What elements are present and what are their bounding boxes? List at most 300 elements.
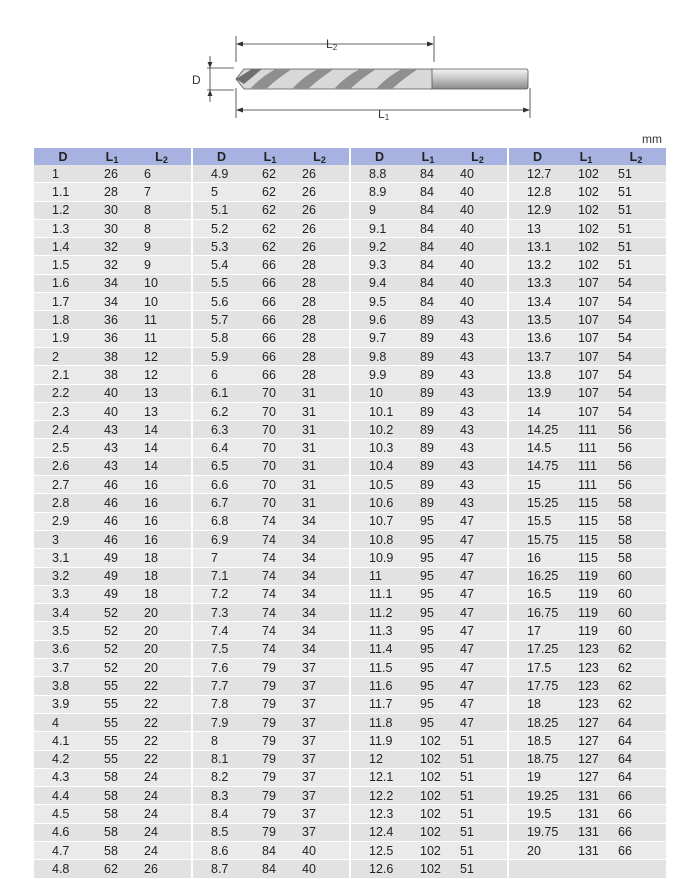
cell-l2: 22 (132, 750, 192, 768)
table-row (34, 604, 666, 622)
cell-l2: 7 (132, 183, 192, 201)
cell-l1: 115 (566, 549, 606, 567)
table-row (34, 201, 666, 219)
cell-l1: 70 (250, 457, 290, 475)
cell-d: 6.4 (192, 439, 250, 457)
header-d: D (192, 148, 250, 165)
cell-d: 9.5 (350, 293, 408, 311)
cell-l1: 127 (566, 750, 606, 768)
cell-l1: 55 (92, 713, 132, 731)
cell-l1: 79 (250, 659, 290, 677)
cell-l2: 18 (132, 549, 192, 567)
cell-l2: 66 (606, 823, 666, 841)
cell-l1: 79 (250, 805, 290, 823)
header-d: D (508, 148, 566, 165)
cell-l2: 43 (448, 476, 508, 494)
cell-l2: 51 (448, 841, 508, 859)
cell-l2: 24 (132, 841, 192, 859)
cell-l1: 36 (92, 329, 132, 347)
table-row (34, 585, 666, 603)
cell-l2: 66 (606, 787, 666, 805)
cell-l1: 38 (92, 366, 132, 384)
cell-l1: 84 (250, 860, 290, 878)
cell-d: 9.3 (350, 256, 408, 274)
cell-l1: 89 (408, 457, 448, 475)
cell-l2: 37 (290, 677, 350, 695)
cell-l1: 95 (408, 604, 448, 622)
table-row (34, 366, 666, 384)
cell-d: 18.25 (508, 713, 566, 731)
drill-size-table (34, 148, 666, 879)
cell-l2: 54 (606, 274, 666, 292)
cell-l2: 51 (606, 201, 666, 219)
cell-l2: 22 (132, 713, 192, 731)
cell-l2: 64 (606, 768, 666, 786)
cell-l1: 107 (566, 347, 606, 365)
cell-l1: 74 (250, 604, 290, 622)
cell-d: 7.6 (192, 659, 250, 677)
cell-d: 1 (34, 165, 92, 183)
cell-d: 13.9 (508, 384, 566, 402)
cell-l2: 24 (132, 768, 192, 786)
cell-l2: 37 (290, 659, 350, 677)
cell-l1: 119 (566, 585, 606, 603)
cell-l2: 62 (606, 640, 666, 658)
cell-l2: 58 (606, 494, 666, 512)
cell-d: 2 (34, 347, 92, 365)
cell-l1: 89 (408, 439, 448, 457)
cell-l1: 49 (92, 567, 132, 585)
table-row (34, 274, 666, 292)
cell-l1: 66 (250, 311, 290, 329)
cell-d: 5.3 (192, 238, 250, 256)
cell-d: 6.1 (192, 384, 250, 402)
l2-label: L2 (326, 37, 338, 52)
d-dimension-line (207, 56, 234, 102)
cell-l1: 95 (408, 622, 448, 640)
cell-d: 7.9 (192, 713, 250, 731)
cell-l1: 79 (250, 695, 290, 713)
header-l2: $L_2$ (290, 148, 350, 165)
table-row (34, 750, 666, 768)
cell-l2: 51 (448, 732, 508, 750)
cell-l1: 89 (408, 402, 448, 420)
cell-l2: 26 (290, 165, 350, 183)
cell-l2: 43 (448, 311, 508, 329)
cell-l2 (606, 860, 666, 878)
cell-l1: 119 (566, 622, 606, 640)
table-row (34, 402, 666, 420)
cell-l2: 40 (448, 165, 508, 183)
cell-l2: 34 (290, 530, 350, 548)
cell-d: 8.3 (192, 787, 250, 805)
cell-d: 14.5 (508, 439, 566, 457)
table-row (34, 347, 666, 365)
cell-d: 5.4 (192, 256, 250, 274)
unit-label: mm (642, 132, 662, 146)
cell-l1: 89 (408, 329, 448, 347)
cell-l1: 55 (92, 695, 132, 713)
cell-l2: 47 (448, 585, 508, 603)
cell-l1: 52 (92, 640, 132, 658)
cell-d: 6.8 (192, 512, 250, 530)
table-row (34, 549, 666, 567)
cell-d: 6.5 (192, 457, 250, 475)
drill-bit-illustration (236, 69, 528, 89)
cell-l1: 127 (566, 732, 606, 750)
cell-l2: 10 (132, 274, 192, 292)
cell-d: 11.4 (350, 640, 408, 658)
cell-d: 3 (34, 530, 92, 548)
cell-d: 3.3 (34, 585, 92, 603)
cell-d: 1.6 (34, 274, 92, 292)
table-row (34, 256, 666, 274)
table-row (34, 768, 666, 786)
cell-d: 8 (192, 732, 250, 750)
cell-l1: 84 (250, 841, 290, 859)
table-row (34, 421, 666, 439)
cell-l1: 102 (566, 238, 606, 256)
cell-l1: 102 (566, 165, 606, 183)
cell-d: 12.4 (350, 823, 408, 841)
table-row (34, 695, 666, 713)
cell-l1: 89 (408, 421, 448, 439)
cell-l2: 40 (448, 238, 508, 256)
cell-d: 17.5 (508, 659, 566, 677)
cell-l1: 36 (92, 311, 132, 329)
cell-l1: 102 (566, 219, 606, 237)
cell-d: 5.5 (192, 274, 250, 292)
cell-l2: 37 (290, 695, 350, 713)
cell-d: 9.8 (350, 347, 408, 365)
cell-l1: 58 (92, 823, 132, 841)
cell-l2: 62 (606, 677, 666, 695)
cell-l2: 54 (606, 311, 666, 329)
cell-l1: 79 (250, 750, 290, 768)
cell-l2: 54 (606, 329, 666, 347)
cell-l1: 66 (250, 256, 290, 274)
cell-l2: 28 (290, 366, 350, 384)
cell-l2: 40 (448, 219, 508, 237)
cell-d: 2.3 (34, 402, 92, 420)
cell-l2: 47 (448, 567, 508, 585)
cell-l2: 16 (132, 476, 192, 494)
cell-d: 7.5 (192, 640, 250, 658)
cell-l1 (566, 860, 606, 878)
cell-d: 2.4 (34, 421, 92, 439)
cell-d: 14 (508, 402, 566, 420)
cell-d: 12.7 (508, 165, 566, 183)
cell-l2: 66 (606, 805, 666, 823)
cell-d: 6.2 (192, 402, 250, 420)
cell-l1: 89 (408, 347, 448, 365)
cell-l1: 46 (92, 476, 132, 494)
cell-l2: 37 (290, 750, 350, 768)
cell-d: 2.8 (34, 494, 92, 512)
cell-d: 14.75 (508, 457, 566, 475)
cell-l1: 62 (250, 238, 290, 256)
cell-l2: 51 (448, 823, 508, 841)
cell-l1: 58 (92, 805, 132, 823)
cell-d: 4.1 (34, 732, 92, 750)
table-row (34, 293, 666, 311)
cell-l2: 43 (448, 384, 508, 402)
cell-l2: 8 (132, 219, 192, 237)
cell-d: 9 (350, 201, 408, 219)
cell-d: 19.25 (508, 787, 566, 805)
cell-l1: 95 (408, 549, 448, 567)
cell-l2: 51 (606, 165, 666, 183)
cell-l1: 102 (566, 201, 606, 219)
cell-l1: 74 (250, 585, 290, 603)
cell-l2: 6 (132, 165, 192, 183)
cell-l1: 89 (408, 384, 448, 402)
cell-l2: 40 (448, 201, 508, 219)
table-row (34, 805, 666, 823)
cell-l2: 51 (448, 750, 508, 768)
cell-l2: 9 (132, 238, 192, 256)
cell-d: 10.3 (350, 439, 408, 457)
cell-l2: 28 (290, 274, 350, 292)
cell-l2: 40 (448, 293, 508, 311)
cell-d: 4.2 (34, 750, 92, 768)
table-row (34, 384, 666, 402)
header-d: D (34, 148, 92, 165)
cell-l1: 111 (566, 421, 606, 439)
cell-l1: 119 (566, 604, 606, 622)
cell-l1: 84 (408, 183, 448, 201)
cell-l1: 102 (408, 768, 448, 786)
cell-l1: 89 (408, 366, 448, 384)
cell-l2: 58 (606, 512, 666, 530)
cell-l1: 95 (408, 512, 448, 530)
cell-d: 2.9 (34, 512, 92, 530)
cell-d: 19 (508, 768, 566, 786)
cell-l2: 12 (132, 347, 192, 365)
cell-l2: 51 (606, 219, 666, 237)
cell-l1: 84 (408, 293, 448, 311)
cell-l2: 22 (132, 677, 192, 695)
cell-l2: 26 (290, 183, 350, 201)
cell-d: 1.4 (34, 238, 92, 256)
cell-l2: 11 (132, 329, 192, 347)
cell-l1: 95 (408, 695, 448, 713)
cell-d: 17.25 (508, 640, 566, 658)
cell-l2: 26 (290, 238, 350, 256)
cell-l1: 127 (566, 768, 606, 786)
cell-l1: 52 (92, 622, 132, 640)
cell-l2: 60 (606, 604, 666, 622)
cell-d: 11.2 (350, 604, 408, 622)
cell-d: 3.5 (34, 622, 92, 640)
cell-d: 2.2 (34, 384, 92, 402)
cell-l2: 22 (132, 732, 192, 750)
cell-l1: 34 (92, 274, 132, 292)
cell-l1: 40 (92, 402, 132, 420)
cell-l2: 43 (448, 421, 508, 439)
cell-l2: 20 (132, 659, 192, 677)
table-row (34, 841, 666, 859)
cell-l1: 70 (250, 494, 290, 512)
cell-d: 6.6 (192, 476, 250, 494)
cell-d: 12.3 (350, 805, 408, 823)
cell-d: 5.7 (192, 311, 250, 329)
cell-d: 10.9 (350, 549, 408, 567)
table-row (34, 439, 666, 457)
cell-l1: 115 (566, 494, 606, 512)
cell-d: 1.3 (34, 219, 92, 237)
cell-l1: 70 (250, 476, 290, 494)
cell-d: 8.2 (192, 768, 250, 786)
cell-l2: 62 (606, 659, 666, 677)
cell-l1: 119 (566, 567, 606, 585)
cell-l2: 37 (290, 713, 350, 731)
cell-d: 12 (350, 750, 408, 768)
cell-l1: 32 (92, 256, 132, 274)
cell-l1: 131 (566, 841, 606, 859)
cell-l1: 66 (250, 274, 290, 292)
cell-d: 14.25 (508, 421, 566, 439)
cell-d: 13 (508, 219, 566, 237)
cell-l2: 24 (132, 823, 192, 841)
cell-d: 3.7 (34, 659, 92, 677)
cell-l2: 51 (606, 238, 666, 256)
table-row (34, 512, 666, 530)
cell-d: 6.9 (192, 530, 250, 548)
cell-d: 7.3 (192, 604, 250, 622)
cell-l1: 55 (92, 750, 132, 768)
cell-d: 5 (192, 183, 250, 201)
cell-l1: 102 (408, 860, 448, 878)
cell-d: 13.7 (508, 347, 566, 365)
cell-l2: 31 (290, 421, 350, 439)
cell-l2: 40 (290, 860, 350, 878)
cell-l2: 16 (132, 530, 192, 548)
cell-l1: 43 (92, 439, 132, 457)
cell-d: 9.4 (350, 274, 408, 292)
cell-d: 11.7 (350, 695, 408, 713)
cell-l2: 31 (290, 476, 350, 494)
cell-l2: 51 (606, 256, 666, 274)
cell-l2: 56 (606, 476, 666, 494)
cell-d: 13.6 (508, 329, 566, 347)
cell-d: 11.9 (350, 732, 408, 750)
cell-l1: 52 (92, 604, 132, 622)
cell-d: 3.8 (34, 677, 92, 695)
cell-l1: 131 (566, 823, 606, 841)
cell-l2: 43 (448, 347, 508, 365)
cell-d: 15.5 (508, 512, 566, 530)
cell-d: 7.4 (192, 622, 250, 640)
cell-l2: 56 (606, 421, 666, 439)
header-l1: $L_1$ (250, 148, 290, 165)
cell-l2: 34 (290, 585, 350, 603)
cell-d: 16.25 (508, 567, 566, 585)
cell-l2: 47 (448, 713, 508, 731)
cell-d: 8.7 (192, 860, 250, 878)
cell-l1: 32 (92, 238, 132, 256)
cell-l2: 20 (132, 640, 192, 658)
header-l2: $L_2$ (448, 148, 508, 165)
cell-l1: 26 (92, 165, 132, 183)
cell-l2: 47 (448, 677, 508, 695)
cell-l2: 58 (606, 530, 666, 548)
cell-l1: 58 (92, 841, 132, 859)
cell-l1: 38 (92, 347, 132, 365)
cell-l2: 47 (448, 622, 508, 640)
cell-l1: 107 (566, 402, 606, 420)
cell-l1: 55 (92, 732, 132, 750)
cell-l2: 54 (606, 402, 666, 420)
cell-l2: 40 (448, 274, 508, 292)
cell-l2: 51 (448, 805, 508, 823)
cell-l2: 40 (290, 841, 350, 859)
cell-l1: 62 (250, 201, 290, 219)
cell-d: 8.9 (350, 183, 408, 201)
cell-l2: 47 (448, 530, 508, 548)
cell-l1: 95 (408, 713, 448, 731)
cell-d: 17 (508, 622, 566, 640)
header-l2: $L_2$ (606, 148, 666, 165)
cell-d: 7.8 (192, 695, 250, 713)
cell-d: 15.25 (508, 494, 566, 512)
cell-l1: 107 (566, 366, 606, 384)
cell-l2: 54 (606, 384, 666, 402)
cell-l2: 22 (132, 695, 192, 713)
cell-l2: 37 (290, 805, 350, 823)
cell-l1: 62 (250, 219, 290, 237)
cell-l1: 46 (92, 530, 132, 548)
cell-l2: 54 (606, 293, 666, 311)
cell-l1: 49 (92, 585, 132, 603)
cell-d: 8.1 (192, 750, 250, 768)
cell-d: 1.9 (34, 329, 92, 347)
cell-l2: 24 (132, 805, 192, 823)
cell-l2: 13 (132, 402, 192, 420)
cell-l2: 66 (606, 841, 666, 859)
cell-l2: 34 (290, 512, 350, 530)
cell-d: 9.7 (350, 329, 408, 347)
header-d: D (350, 148, 408, 165)
cell-d: 9.6 (350, 311, 408, 329)
cell-d: 3.2 (34, 567, 92, 585)
table-row (34, 567, 666, 585)
header-l1: $L_1$ (408, 148, 448, 165)
table-row (34, 494, 666, 512)
d-label: D (192, 73, 201, 87)
table-row (34, 219, 666, 237)
cell-l2: 16 (132, 494, 192, 512)
cell-l2: 28 (290, 347, 350, 365)
cell-l2: 18 (132, 585, 192, 603)
table-row (34, 476, 666, 494)
cell-l1: 49 (92, 549, 132, 567)
cell-l2: 56 (606, 457, 666, 475)
cell-d: 3.1 (34, 549, 92, 567)
cell-l1: 127 (566, 713, 606, 731)
cell-l1: 107 (566, 384, 606, 402)
cell-l1: 74 (250, 640, 290, 658)
cell-l2: 31 (290, 384, 350, 402)
cell-l2: 54 (606, 366, 666, 384)
cell-l1: 28 (92, 183, 132, 201)
cell-d: 9.9 (350, 366, 408, 384)
cell-l2: 26 (290, 201, 350, 219)
cell-l2: 14 (132, 457, 192, 475)
cell-l1: 95 (408, 659, 448, 677)
cell-l2: 14 (132, 439, 192, 457)
cell-d: 12.5 (350, 841, 408, 859)
